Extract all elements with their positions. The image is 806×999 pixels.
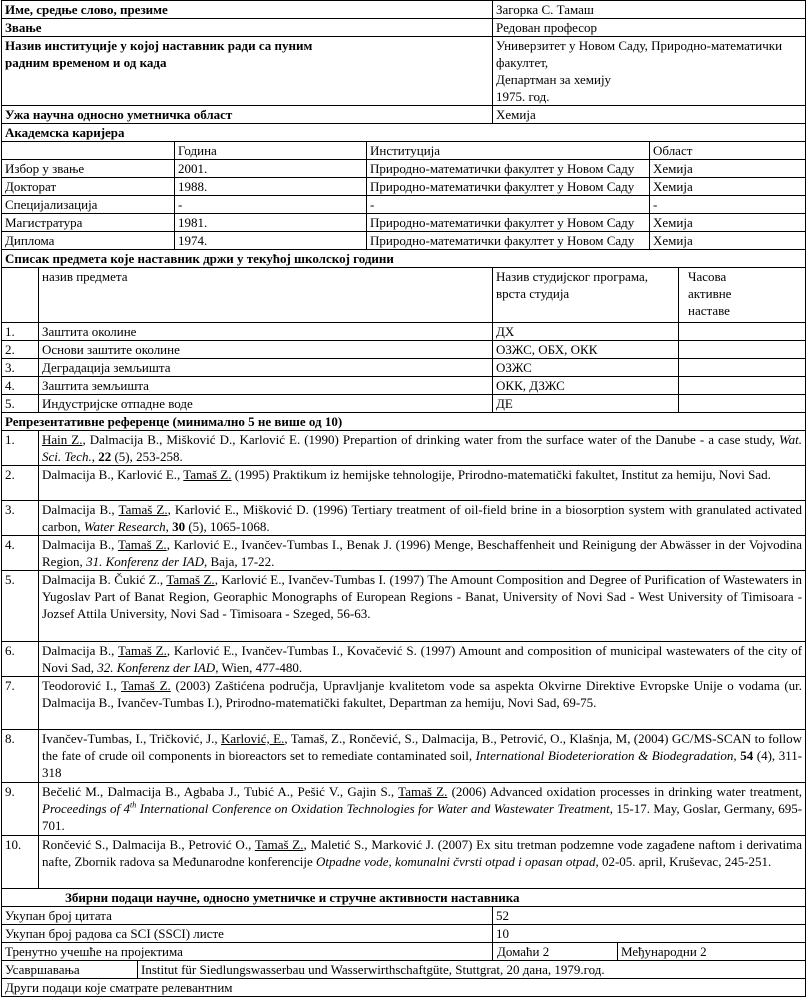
career-degree: Специјализација [2, 196, 175, 214]
citations-row [2, 907, 806, 925]
projects-domestic-text: Домаћи 2 [497, 944, 550, 959]
field-row [2, 106, 806, 124]
career-year: 1981. [175, 214, 367, 232]
course-name: Основи заштите околине [39, 341, 493, 359]
course-number: 3. [2, 359, 39, 377]
ordinal-superscript: th [130, 800, 137, 810]
course-hours [679, 323, 806, 341]
reference-row [2, 571, 806, 642]
course-row [2, 323, 806, 341]
reference-row [2, 431, 806, 466]
career-area: - [650, 196, 806, 214]
author-highlight: Tamaš Z. [254, 837, 304, 852]
author-highlight: Tamaš Z. [183, 467, 232, 482]
summary-heading-row [2, 889, 806, 907]
courses-col-hours [679, 268, 806, 323]
reference-part: (5), 253-258. [111, 449, 183, 464]
reference-number: 6. [2, 642, 39, 677]
reference-number: 4. [2, 536, 39, 571]
reference-text [39, 836, 806, 889]
journal-name: Wat. Sci. Tech. [42, 432, 803, 464]
reference-part: , Karlović E., Ivančev-Tumbas I., Benak J. (1996) Menge, Beschaffenheit und Reinigung der Abwässer in der Vojvodina Region, [42, 537, 803, 569]
reference-part: Dalmacija B. Čukić Z., [42, 572, 167, 587]
teacher-record-table [1, 0, 806, 997]
career-year: 1974. [175, 232, 367, 250]
reference-text [39, 431, 806, 466]
career-institution: Природно-математички факултет у Новом Саду [367, 232, 650, 250]
reference-part: (1995) Praktikum iz hemijske tehnologije, Prirodno-matematički fakultet, Institut za hemiju, Novi Sad. [231, 467, 771, 482]
course-hours [679, 377, 806, 395]
career-area: Хемија [650, 214, 806, 232]
career-heading: Академска каријера [2, 124, 806, 142]
career-row [2, 178, 806, 196]
career-year: 1988. [175, 178, 367, 196]
reference-number: 9. [2, 783, 39, 836]
citations-value: 52 [493, 907, 806, 925]
course-row [2, 341, 806, 359]
title-label: Звање [2, 19, 493, 37]
other-label: Други подаци које сматрате релевантним [2, 979, 806, 997]
course-hours [679, 341, 806, 359]
reference-part: , Dalmacija B., Mišković D., Karlović E. (1990) Prepartion of drinking water from the surface water of the Danube - a case study, [82, 432, 780, 447]
title-row [2, 19, 806, 37]
reference-number: 7. [2, 677, 39, 730]
reference-row [2, 836, 806, 889]
volume-number: 30 [172, 519, 186, 534]
reference-part: Teodorović I., [42, 678, 122, 693]
author-highlight: Karlović, E. [221, 731, 285, 746]
conference-name: Otpadne vode, komunalni čvrsti otpad i opasan otpad [315, 854, 596, 869]
title-value: Редован професор [493, 19, 806, 37]
author-highlight: Tamaš Z. [118, 502, 168, 517]
reference-row [2, 536, 806, 571]
reference-text [39, 730, 806, 783]
journal-name: International Biodeterioration & Biodegradation [475, 748, 734, 763]
course-number: 5. [2, 395, 39, 413]
reference-number: 2. [2, 466, 39, 501]
institution-value-line-1: Универзитет у Новом Саду, Природно-математички факултет, [496, 38, 783, 70]
projects-international: Међународни 2 [618, 943, 806, 961]
reference-part: , Baja, 17-22. [204, 554, 275, 569]
career-heading-row [2, 124, 806, 142]
course-name: Заштита земљишта [39, 377, 493, 395]
author-highlight: Tamaš Z. [117, 537, 167, 552]
course-hours [679, 359, 806, 377]
reference-row [2, 677, 806, 730]
course-name: Деградација земљишта [39, 359, 493, 377]
sci-label: Укупан број радова са SCI (SSCI) листе [2, 925, 493, 943]
author-highlight: Tamaš Z. [121, 678, 171, 693]
career-degree: Диплома [2, 232, 175, 250]
career-area: Хемија [650, 232, 806, 250]
institution-value-line-2: Департман за хемију [496, 72, 612, 87]
course-row [2, 359, 806, 377]
career-institution: Природно-математички факултет у Новом Саду [367, 160, 650, 178]
course-program: ДХ [493, 323, 679, 341]
reference-row [2, 730, 806, 783]
reference-part: Dalmacija B., [42, 502, 119, 517]
conference-name: Proceedings of 4 [42, 801, 131, 816]
reference-text [39, 466, 806, 501]
reference-number: 1. [2, 431, 39, 466]
courses-col-hours-text: Часова активне наставе [688, 269, 732, 318]
other-row [2, 979, 806, 997]
career-area: Хемија [650, 178, 806, 196]
institution-value [493, 37, 806, 106]
reference-part: (5), 1065-1068. [185, 519, 270, 534]
name-row [2, 1, 806, 19]
career-degree: Докторат [2, 178, 175, 196]
projects-domestic [493, 943, 618, 961]
career-row [2, 160, 806, 178]
course-number: 4. [2, 377, 39, 395]
career-row [2, 214, 806, 232]
reference-part: , [733, 748, 741, 763]
career-area: Хемија [650, 160, 806, 178]
name-value: Загорка С. Тамаш [493, 1, 806, 19]
projects-label: Тренутно учешће на пројектима [2, 943, 493, 961]
institution-label [2, 37, 493, 106]
author-highlight: Tamaš Z. [118, 643, 167, 658]
course-row [2, 377, 806, 395]
course-program: ДЕ [493, 395, 679, 413]
reference-part: (2003) Zaštićena područja, Upravljanje kvalitetom vode sa aspekta Okvirne Direktive Evropske Unije o vodama (ur. Dalmacija B., Ivančev-Tumbas I.), Prirodno-matematički fakultet, Departman za hemiju, Novi Sad, 69-75. [42, 678, 803, 710]
volume-number: 22 [98, 449, 112, 464]
author-highlight: Hain Z. [42, 432, 83, 447]
reference-text [39, 642, 806, 677]
summary-heading-text: Збирни подаци научне, односно уметничке и стручне активности наставника [65, 890, 520, 905]
reference-number: 10. [2, 836, 39, 889]
career-institution: - [367, 196, 650, 214]
career-col-area: Област [650, 142, 806, 160]
course-hours [679, 395, 806, 413]
reference-part: , Karlović E., Ivančev-Tumbas I., Kovačević S. (1997) Amount and composition of municipal wastewaters of the city of Novi Sad, [42, 643, 803, 675]
course-program: ОЗЖС [493, 359, 679, 377]
course-row [2, 395, 806, 413]
reference-row [2, 783, 806, 836]
reference-number: 3. [2, 501, 39, 536]
reference-text [39, 536, 806, 571]
reference-part: , [165, 519, 173, 534]
course-name: Заштита околине [39, 323, 493, 341]
field-value: Хемија [493, 106, 806, 124]
institution-value-line-3: 1975. год. [496, 89, 550, 104]
course-name: Индустријске отпадне воде [39, 395, 493, 413]
course-program: ОЗЖС, ОБХ, ОКК [493, 341, 679, 359]
reference-part: (2006) Advanced oxidation processes in drinking water treatment, [447, 784, 803, 799]
volume-number: 54 [740, 748, 754, 763]
courses-heading-row [2, 250, 806, 268]
courses-col-program: Назив студијског програма, врста студија [493, 268, 679, 323]
field-label: Ужа научна односно уметничка област [2, 106, 493, 124]
reference-part: Rončević S., Dalmacija B., Petrović O., [42, 837, 255, 852]
reference-part: , 02-05. april, Kruševac, 245-251. [595, 854, 772, 869]
reference-part: Ivančev-Tumbas, I., Tričković, J., [42, 731, 222, 746]
institution-label-text: Назив институције у којој наставник ради са пуним радним временом и од када [5, 38, 313, 70]
reference-part: , Karlović E., Mišković D. (1996) Tertiary treatment of oil-field brine in a biosorption system with granulated activated carbon, [42, 502, 803, 534]
career-col-institution: Институција [367, 142, 650, 160]
conference-name: 32. Konferenz der IAD [97, 660, 216, 675]
reference-part: Dalmacija B., [42, 643, 119, 658]
career-col-blank [2, 142, 175, 160]
reference-text [39, 677, 806, 730]
references-heading-row [2, 413, 806, 431]
reference-part: Dalmacija B., Karlović E., [42, 467, 184, 482]
course-number: 1. [2, 323, 39, 341]
reference-part: , Maletić S., Marković J. (2007) Ex situ tretman podzemne vode zagađene naftom i derivatima nafte, Zbornik radova sa Međunarodne konferencije [42, 837, 803, 869]
career-row [2, 196, 806, 214]
conference-name: International Conference on Oxidation Technologies for Water and Wastewater Treatment [136, 801, 610, 816]
career-degree: Магистратура [2, 214, 175, 232]
conference-name: 31. Konferenz der IAD [86, 554, 205, 569]
sci-value: 10 [493, 925, 806, 943]
reference-text [39, 501, 806, 536]
reference-part: , Tamaš, Z., Rončević, S., Dalmacija, B., Petrović, O., Klašnja, M, (2004) GC/MS-SCAN to follow the fate of crude oil components in bioreactors set to remediate contaminated soil, [42, 731, 803, 763]
reference-part: Bečelić M., Dalmacija B., Agbaba J., Tubić A., Pešić V., Gajin S., [42, 784, 399, 799]
reference-text [39, 571, 806, 642]
name-label: Име, средње слово, презиме [2, 1, 493, 19]
career-institution: Природно-математички факултет у Новом Саду [367, 178, 650, 196]
career-columns-row [2, 142, 806, 160]
reference-number: 8. [2, 730, 39, 783]
courses-heading: Списак предмета које наставник држи у текућој школској години [2, 250, 806, 268]
author-highlight: Tamaš Z. [166, 572, 215, 587]
courses-col-name: назив предмета [39, 268, 493, 323]
career-degree: Избор у звање [2, 160, 175, 178]
reference-text [39, 783, 806, 836]
reference-part: , Wien, 477-480. [215, 660, 303, 675]
reference-part: , 15-17. May, Goslar, Germany, 695-701. [42, 801, 803, 833]
reference-part: , [91, 449, 99, 464]
career-year: 2001. [175, 160, 367, 178]
references-heading: Репрезентативне референце (минимално 5 не више од 10) [2, 413, 806, 431]
citations-label: Укупан број цитата [2, 907, 493, 925]
sci-row [2, 925, 806, 943]
projects-row [2, 943, 806, 961]
journal-name: Water Research [83, 519, 166, 534]
summary-heading [2, 889, 806, 907]
training-row [2, 961, 806, 979]
institution-row [2, 37, 806, 106]
career-institution: Природно-математички факултет у Новом Саду [367, 214, 650, 232]
training-value: Institut für Siedlungswasserbau und Wasserwirthschaftgüte, Stuttgrat, 20 дана, 1979.год. [138, 961, 806, 979]
reference-part: Dalmacija B., [42, 537, 118, 552]
reference-part: (4), 311-318 [42, 748, 803, 780]
career-col-year: Година [175, 142, 367, 160]
reference-row [2, 642, 806, 677]
reference-row [2, 466, 806, 501]
course-program: ОКК, ДЗЖС [493, 377, 679, 395]
reference-number: 5. [2, 571, 39, 642]
reference-part: , Karlović E., Ivančev-Tumbas I. (1997) The Amount Composition and Degree of Purification of Wastewaters in Yugoslav Part of Banat Region, Georaphic Monographs of European Regions - Banat, University of Novi Sad - West University of Timisoara - Jozsef Attila University, Novi Sad - Timisoara - Szeged, 56-63. [42, 572, 803, 621]
courses-col-number [2, 268, 39, 323]
training-label: Усавршавања [2, 961, 138, 979]
author-highlight: Tamaš Z. [398, 784, 448, 799]
course-number: 2. [2, 341, 39, 359]
reference-row [2, 501, 806, 536]
career-year: - [175, 196, 367, 214]
courses-columns-row [2, 268, 806, 323]
career-row [2, 232, 806, 250]
